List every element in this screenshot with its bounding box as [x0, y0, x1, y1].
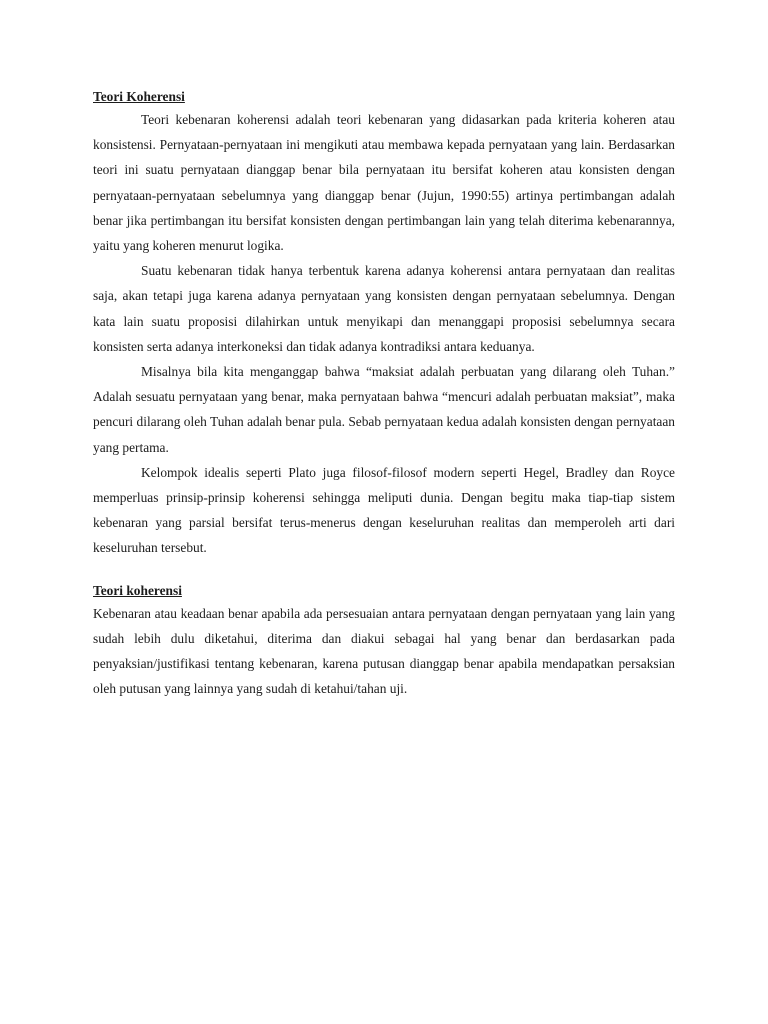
section-heading: Teori koherensi — [93, 582, 182, 598]
section-spacer — [93, 561, 675, 581]
document-page — [93, 87, 675, 701]
paragraph: Kelompok idealis seperti Plato juga filosof-filosof modern seperti Hegel, Bradley dan Royce memperluas prinsip-prinsip koherensi sehingga meliputi dunia. Dengan begitu maka tiap-tiap sistem kebenaran yang parsial bersifat terus-menerus dengan keseluruhan realitas dan memperoleh arti dari keseluruhan tersebut. — [93, 464, 675, 556]
paragraph: Suatu kebenaran tidak hanya terbentuk karena adanya koherensi antara pernyataan dan realitas saja, akan tetapi juga karena adanya pernyataan yang konsisten dengan pernyataan sebelumnya. Dengan kata lain suatu proposisi dilahirkan untuk menyikapi dan menanggapi proposisi sebelumnya secara konsisten serta adanya interkoneksi dan tidak adanya kontradiksi antara keduanya. — [93, 263, 675, 354]
section-teori-koherensi-1 — [93, 87, 675, 561]
section-heading: Teori Koherensi — [93, 89, 185, 104]
paragraph: Misalnya bila kita menganggap bahwa “maksiat adalah perbuatan yang dilarang oleh Tuhan.” Adalah sesuatu pernyataan yang benar, maka pernyataan bahwa “mencuri adalah perbuatan maksiat”, maka pencuri dilarang oleh Tuhan adalah benar pula. Sebab pernyataan kedua adalah konsisten dengan pernyataan yang pertama. — [93, 364, 675, 455]
paragraph: Kebenaran atau keadaan benar apabila ada persesuaian antara pernyataan dengan pernyataan yang lain yang sudah lebih dulu diketahui, diterima dan diakui sebagai hal yang benar dan berdasarkan pada penyaksian/justifikasi tentang kebenaran, karena putusan dianggap benar apabila mendapatkan persaksian oleh putusan yang lainnya yang sudah di ketahui/tahan uji. — [93, 605, 675, 697]
paragraph: Teori kebenaran koherensi adalah teori kebenaran yang didasarkan pada kriteria koheren atau konsistensi. Pernyataan-pernyataan ini mengikuti atau membawa kepada pernyataan yang lain. Berdasarkan teori ini suatu pernyataan dianggap benar bila pernyataan itu bersifat koheren atau konsisten dengan pernyataan-pernyataan sebelumnya yang dianggap benar (Jujun, 1990:55) artinya pertimbangan adalah benar jika pertimbangan itu bersifat konsisten dengan pertimbangan lain yang telah diterima kebenarannya, yaitu yang koheren menurut logika. — [93, 112, 675, 254]
section-teori-koherensi-2 — [93, 581, 675, 702]
